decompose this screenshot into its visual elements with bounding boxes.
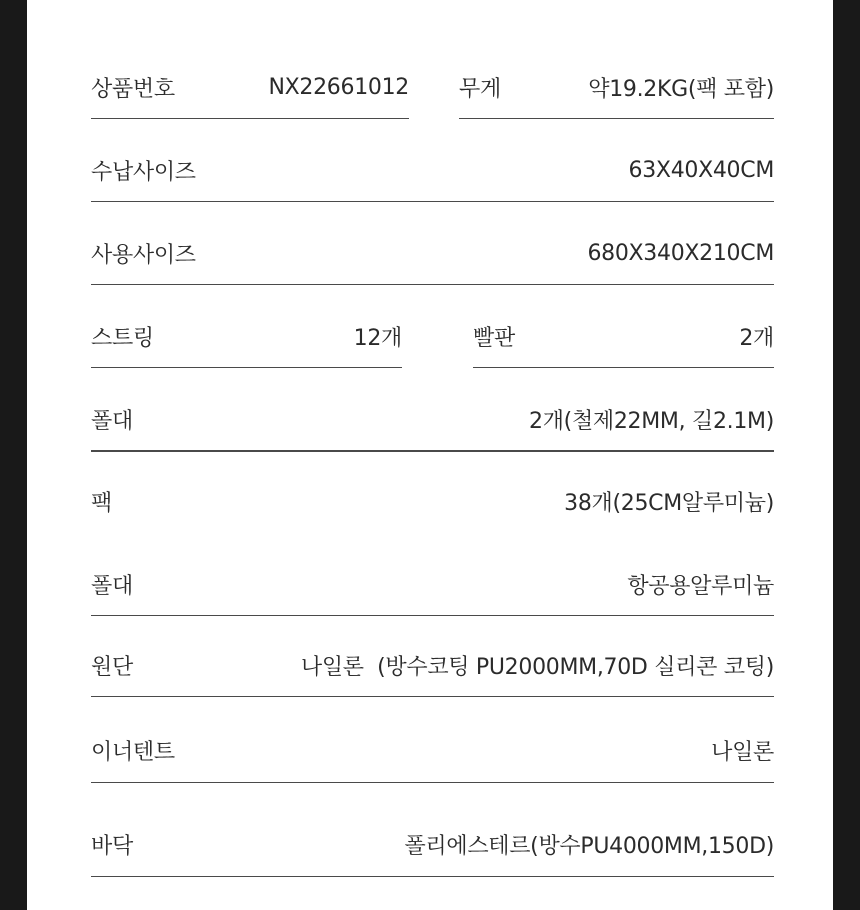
- pole-cell: [91, 388, 774, 452]
- fabric-label: 원단: [91, 655, 133, 680]
- spec-row-use-size: [91, 222, 774, 285]
- pole-label: 폴대: [91, 408, 133, 434]
- storage-size-label: 수납사이즈: [91, 159, 196, 185]
- floor-label: 바닥: [91, 833, 133, 859]
- inner-tent-cell: [91, 719, 774, 783]
- use-size-cell: [91, 222, 774, 285]
- inner-tent-label: 이너텐트: [91, 740, 175, 765]
- spec-row-pegs: [91, 470, 774, 533]
- spec-row-fabric: [91, 635, 774, 697]
- product-number-value: NX22661012: [268, 74, 409, 100]
- weight-label: 무게: [459, 76, 501, 102]
- use-size-value: 680X340X210CM: [587, 240, 774, 266]
- frame-pole-value: 항공용알루미늄: [627, 573, 774, 599]
- weight-cell: [459, 56, 774, 119]
- inner-tent-value: 나일론: [711, 740, 774, 765]
- string-value: 12개: [353, 325, 402, 351]
- pole-value: 2개(철제22MM, 길2.1M): [529, 408, 774, 434]
- fabric-cell: [91, 635, 774, 697]
- pegs-value: 38개(25CM알루미늄): [564, 491, 774, 516]
- storage-size-cell: [91, 139, 774, 202]
- spec-row-product-weight: [91, 56, 774, 119]
- fabric-value: 나일론 (방수코팅 PU2000MM,70D 실리콘 코팅): [300, 655, 774, 680]
- spec-row-inner-tent: [91, 719, 774, 783]
- spec-row-storage-size: [91, 139, 774, 202]
- spec-row-floor: [91, 812, 774, 877]
- product-number-label: 상품번호: [91, 76, 175, 102]
- string-label: 스트링: [91, 325, 154, 351]
- clothes-pin-value: 2개: [739, 325, 774, 351]
- spec-row-frame-pole: [91, 553, 774, 616]
- floor-cell: [91, 812, 774, 877]
- frame-pole-label: 폴대: [91, 573, 133, 599]
- clothes-pin-label: 빨판: [473, 325, 515, 351]
- string-cell: [91, 305, 402, 368]
- floor-value: 폴리에스테르(방수PU4000MM,150D): [404, 833, 774, 859]
- pegs-label: 팩: [91, 491, 112, 516]
- storage-size-value: 63X40X40CM: [628, 157, 774, 183]
- spec-row-pole: [91, 388, 774, 452]
- clothes-pin-cell: [473, 305, 774, 368]
- weight-value: 약19.2KG(팩 포함): [588, 76, 774, 102]
- pegs-cell: [91, 470, 774, 533]
- product-number-cell: [91, 56, 409, 119]
- frame-pole-cell: [91, 553, 774, 616]
- use-size-label: 사용사이즈: [91, 242, 196, 268]
- spec-row-string-pin: [91, 305, 774, 368]
